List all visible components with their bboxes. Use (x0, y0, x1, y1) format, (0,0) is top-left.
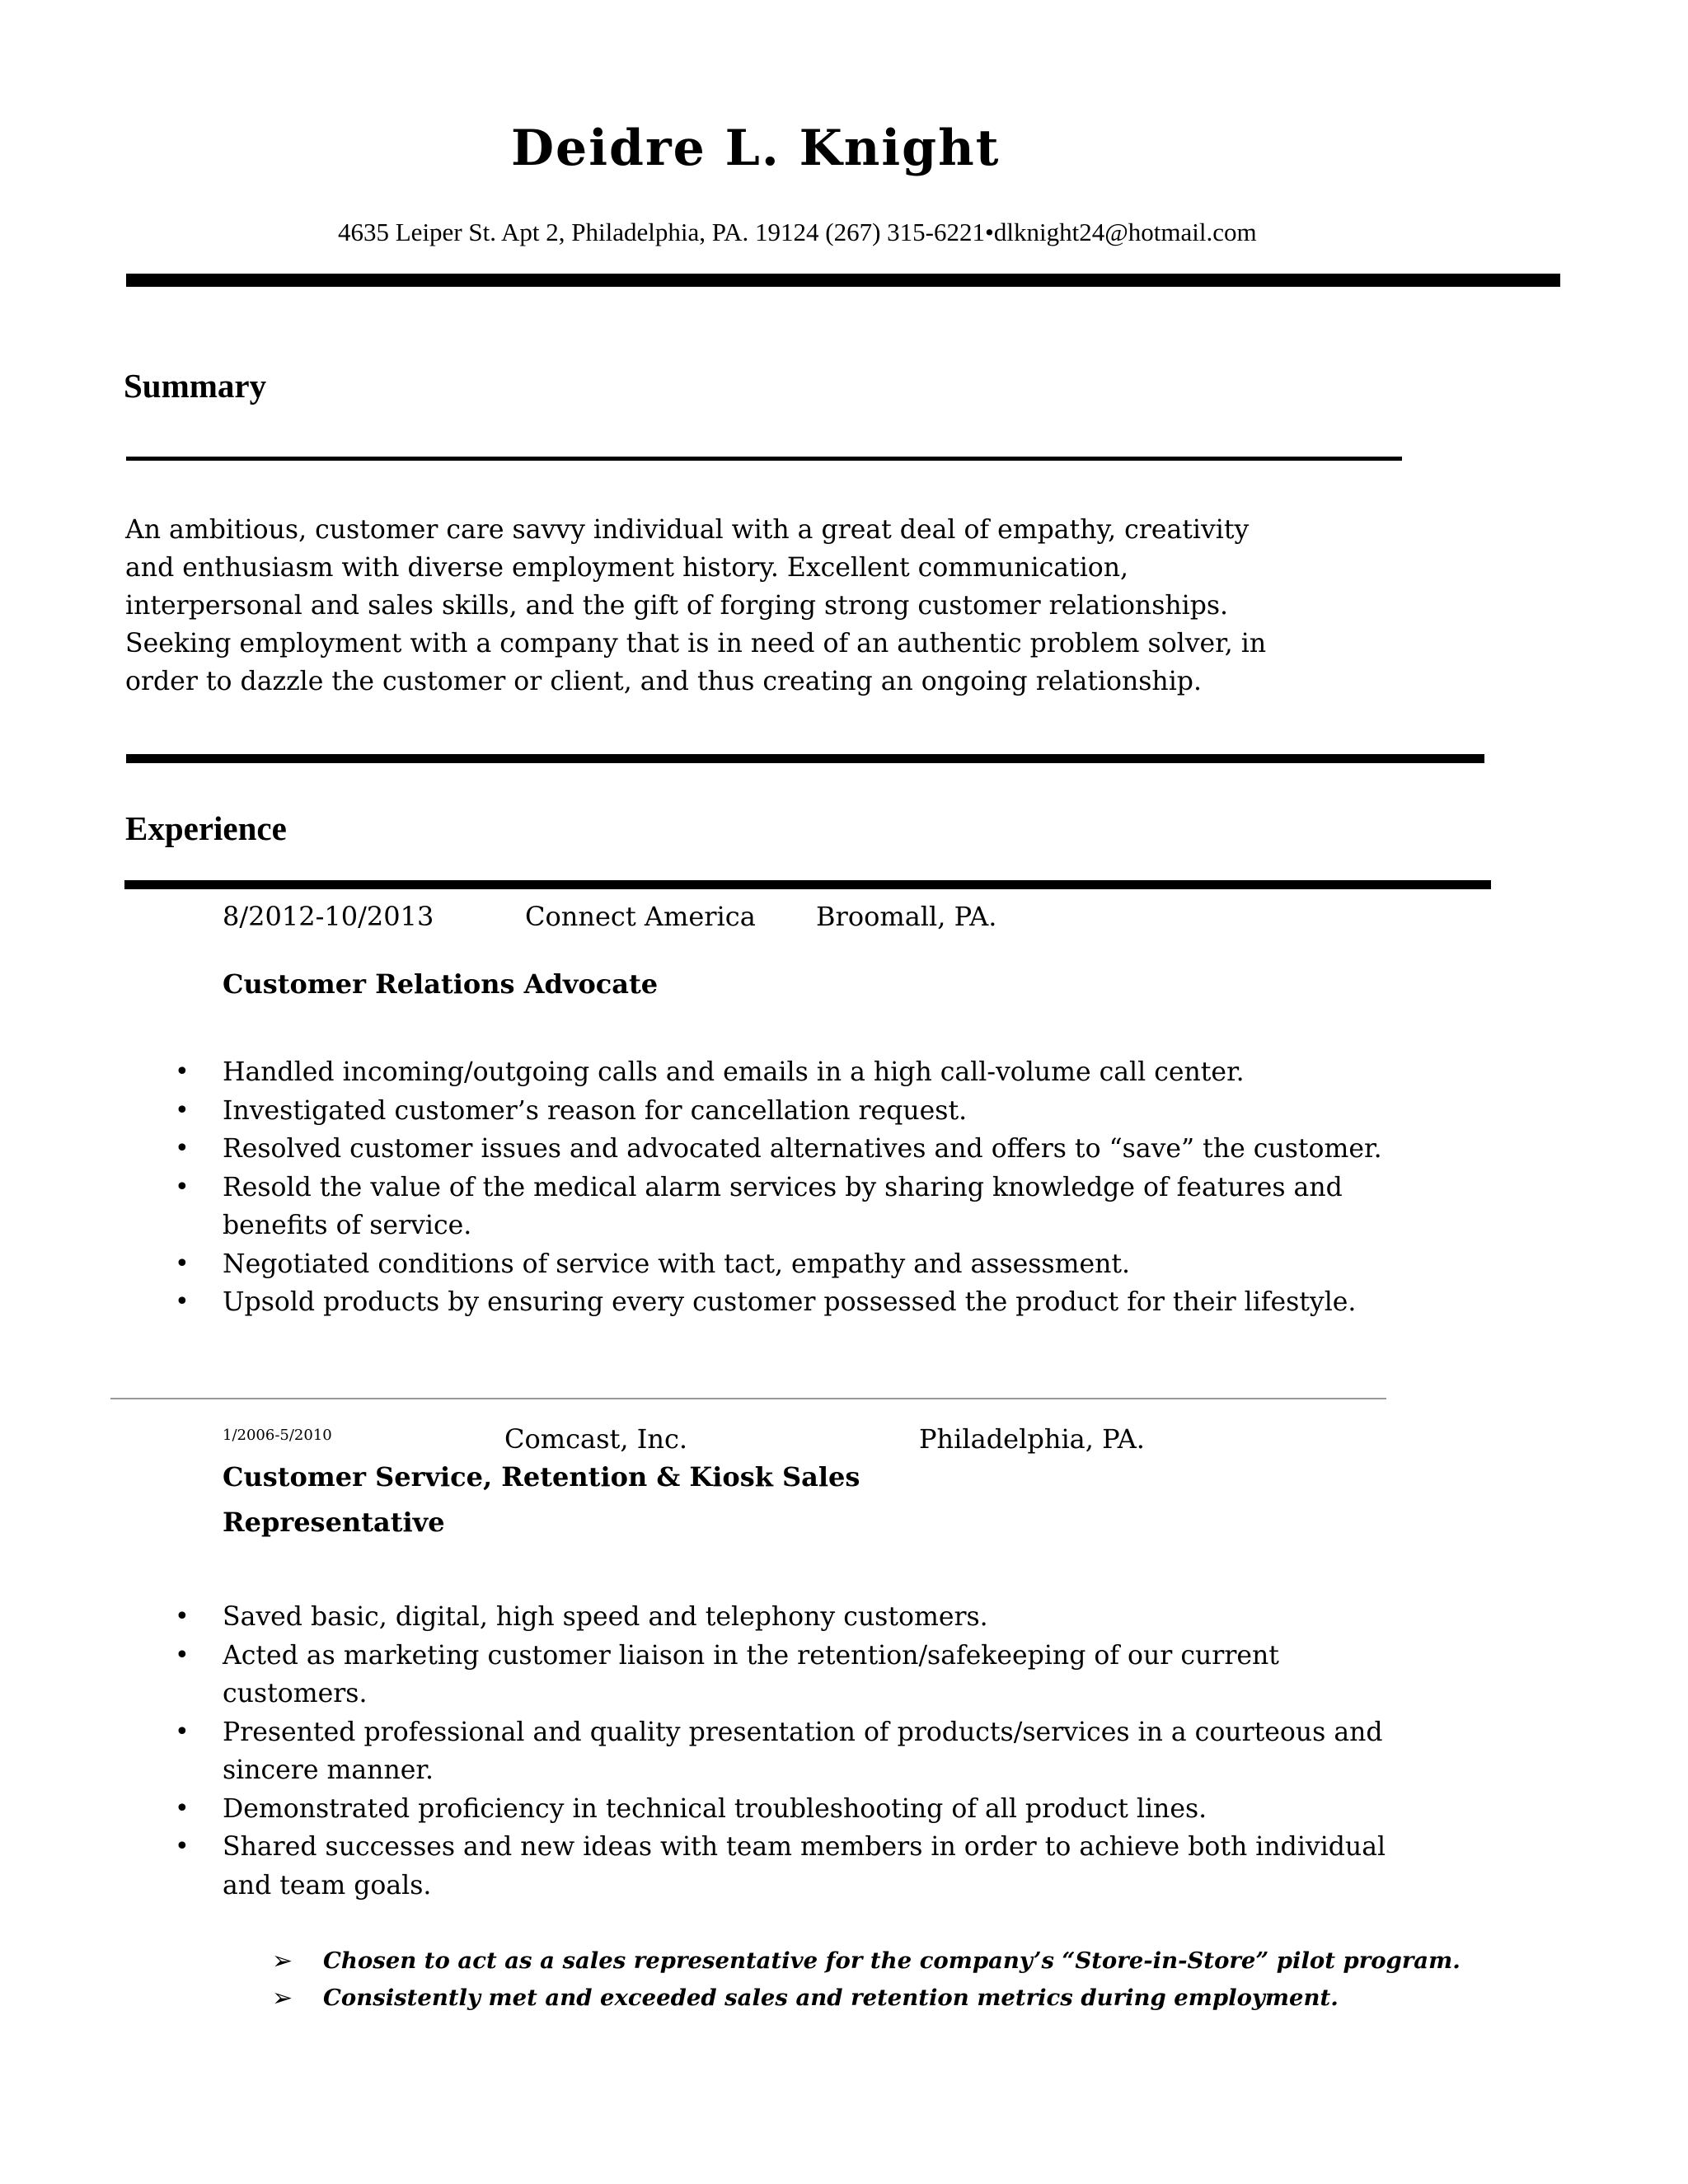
list-item: • Resold the value of the medical alarm services by sharing knowledge of features and benefits of service. (223, 1169, 1382, 1245)
list-item: ➢ Consistently met and exceeded sales and retention metrics during employment. (323, 1980, 1461, 2017)
applicant-name: Deidre L. Knight (511, 120, 1001, 177)
job-dates: 1/2006-5/2010 (223, 1427, 332, 1444)
bullet-icon: • (175, 1134, 190, 1163)
bullet-icon: • (175, 1793, 190, 1823)
list-item: • Resolved customer issues and advocated alternatives and offers to “save” the customer. (223, 1130, 1382, 1169)
list-item: • Upsold products by ensuring every customer possessed the product for their lifestyle. (223, 1283, 1382, 1322)
job-company: Comcast, Inc. (504, 1423, 688, 1455)
job-duties-list (175, 1053, 1382, 1322)
contact-info: 4635 Leiper St. Apt 2, Philadelphia, PA. 19124 (267) 315-6221•dlknight24@hotmail.com (338, 218, 1257, 246)
section-divider (126, 754, 1484, 763)
job-location: Philadelphia, PA. (919, 1423, 1145, 1455)
job-duties-list (175, 1598, 1386, 1905)
experience-divider (124, 880, 1491, 889)
bullet-icon: • (175, 1057, 190, 1086)
bullet-icon: • (175, 1095, 190, 1125)
summary-line: interpersonal and sales skills, and the gift of forging strong customer relationships. (125, 591, 1229, 621)
bullet-icon: • (175, 1717, 190, 1746)
summary-heading: Summary (124, 367, 267, 405)
job-title: Customer Service, Retention & Kiosk Sales (223, 1461, 860, 1493)
bullet-icon: • (175, 1602, 190, 1631)
bullet-icon: • (175, 1640, 190, 1670)
experience-heading: Experience (125, 809, 287, 847)
bullet-icon: • (175, 1287, 190, 1316)
job-title: Customer Relations Advocate (223, 968, 659, 1000)
job-location: Broomall, PA. (816, 901, 997, 932)
bullet-icon: • (175, 1249, 190, 1278)
job-title: Representative (223, 1507, 445, 1538)
list-item: • Acted as marketing customer liaison in the retention/safekeeping of our current customers. (223, 1637, 1386, 1713)
highlights-list (272, 1943, 1461, 2017)
list-item: • Shared successes and new ideas with team members in order to achieve both individual and team goals. (223, 1828, 1386, 1905)
list-item: • Investigated customer’s reason for cancellation request. (223, 1092, 1382, 1131)
list-item: ➢ Chosen to act as a sales representative for the company’s “Store-in-Store” pilot program. (323, 1943, 1461, 1980)
list-item: • Presented professional and quality presentation of products/services in a courteous and sincere manner. (223, 1713, 1386, 1790)
list-item: • Saved basic, digital, high speed and telephony customers. (223, 1598, 1386, 1637)
summary-line: order to dazzle the customer or client, and thus creating an ongoing relationship. (125, 667, 1202, 696)
list-item: • Handled incoming/outgoing calls and emails in a high call-volume call center. (223, 1053, 1382, 1092)
summary-paragraph (125, 511, 1411, 701)
list-item: • Negotiated conditions of service with tact, empathy and assessment. (223, 1245, 1382, 1284)
bullet-icon: • (175, 1172, 190, 1202)
header-divider (126, 274, 1560, 287)
summary-line: and enthusiasm with diverse employment history. Excellent communication, (125, 553, 1129, 583)
bullet-icon: • (175, 1832, 190, 1861)
job-divider (110, 1398, 1386, 1399)
list-item: • Demonstrated proficiency in technical troubleshooting of all product lines. (223, 1790, 1386, 1829)
job-dates: 8/2012-10/2013 (223, 901, 434, 932)
arrow-bullet-icon: ➢ (272, 1947, 293, 1975)
job-company: Connect America (525, 901, 756, 932)
summary-line: An ambitious, customer care savvy individual with a great deal of empathy, creativity (125, 515, 1250, 545)
arrow-bullet-icon: ➢ (272, 1984, 293, 2013)
summary-line: Seeking employment with a company that is in need of an authentic problem solver, in (125, 629, 1267, 658)
summary-divider (126, 457, 1402, 461)
